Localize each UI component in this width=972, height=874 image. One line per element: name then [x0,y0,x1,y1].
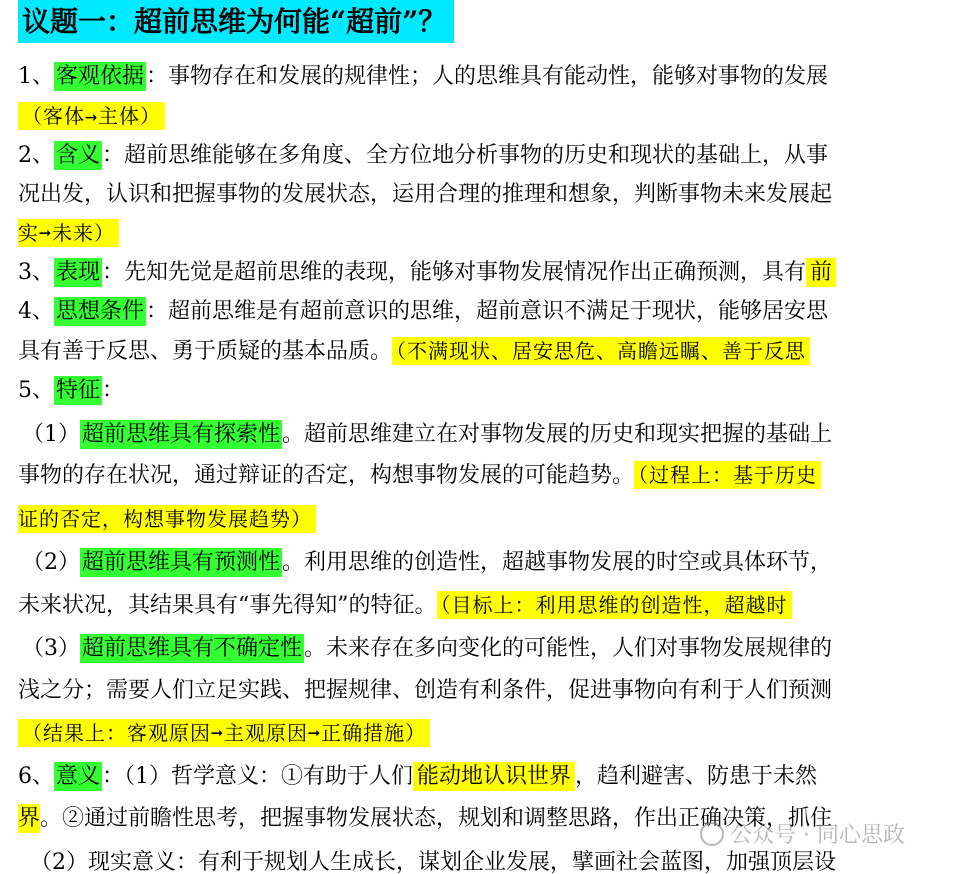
line-text: 。未来存在多向变化的可能性，人们对事物发展规律的 [304,636,833,661]
phrase-highlight: 能动地认识世界 [413,762,575,791]
line-features [18,374,124,410]
line-feature-1-note [18,502,316,538]
item-number: 6、 [18,764,54,789]
note-highlight: （目标上：利用思维的创造性，超越时 [437,591,792,619]
keyword-condition: 思想条件 [56,299,145,324]
keyword-meaning: 含义 [56,143,101,168]
item-number: 4、 [18,299,54,324]
line-text: 具有善于反思、勇于质疑的基本品质。 [18,339,393,364]
line-text: ：（1）哲学意义：①有助于人们 [102,764,414,789]
line-significance [18,760,817,796]
line-text: ：事物存在和发展的规律性；人的思维具有能动性，能够对事物的发展 [146,64,829,89]
line-condition-cont [18,334,810,370]
wechat-icon [700,822,724,846]
line-feature-1-cont [18,458,821,494]
watermark-text: 公众号 · 同心思政 [730,823,905,848]
tail-highlight: 前 [806,258,836,287]
line-text: 浅之分；需要人们立足实践、把握规律、创造有利条件，促进事物向有利于人们预测 [18,678,833,703]
line-text: ：超前思维能够在多角度、全方位地分析事物的历史和现状的基础上，从事 [102,143,829,168]
line-text: 。超前思维建立在对事物发展的历史和现实把握的基础上 [282,422,833,447]
keyword-exploratory: 超前思维具有探索性 [82,422,281,447]
line-feature-2 [22,546,832,582]
keyword-features: 特征 [56,378,101,403]
line-text: 未来状况，其结果具有“事先得知”的特征。 [18,593,437,618]
line-text: ：先知先觉是超前思维的表现，能够对事物发展情况作出正确预测，具有 [102,260,807,285]
keyword-uncertain: 超前思维具有不确定性 [82,636,303,661]
line-meaning [18,139,828,175]
line-text: 。利用思维的创造性，超越事物发展的时空或具体环节， [282,550,833,575]
watermark [700,818,905,849]
note-highlight: 实➞未来） [18,219,119,247]
line-text: （2）现实意义：有利于规划人生成长，谋划企业发展，擘画社会蓝图，加强顶层设 [30,850,836,874]
line-feature-3 [22,632,832,668]
note-highlight: （过程上：基于历史 [634,461,821,489]
line-text: 。②通过前瞻性思考，把握事物发展状态，规划和调整思路，作出正确决策，抓住 [40,806,833,831]
line-performance [18,256,836,292]
line-text: ，趋利避害、防患于未然 [575,764,818,789]
note-highlight: （不满现状、居安思危、高瞻远瞩、善于反思 [392,337,810,365]
line-feature-3-cont [18,674,832,710]
item-number: （1） [22,422,80,447]
note-highlight: （结果上：客观原因➞主观原因➞正确措施） [18,719,430,747]
head-highlight: 界 [18,806,41,831]
keyword-performance: 表现 [56,260,101,285]
note-highlight: （客体→主体） [18,102,165,130]
item-number: （2） [22,550,80,575]
line-text: 况出发，认识和把握事物的发展状态，运用合理的推理和想象，判断事物未来发展起 [18,182,833,207]
item-number: 5、 [18,378,54,403]
line-text: ：超前思维是有超前意识的思维，超前意识不满足于现状，能够居安思 [146,299,829,324]
item-number: 2、 [18,143,54,168]
item-number: （3） [22,636,80,661]
note-highlight: 证的否定，构想事物发展趋势） [18,505,316,533]
line-meaning-note [18,216,119,252]
keyword-predictive: 超前思维具有预测性 [82,550,281,575]
line-feature-1 [22,418,832,454]
line-basis [18,60,828,96]
line-basis-note [18,99,165,135]
keyword-significance: 意义 [56,764,101,789]
line-text: 事物的存在状况，通过辩证的否定，构想事物发展的可能趋势。 [18,463,635,488]
line-practical [30,846,836,874]
item-number: 1、 [18,64,54,89]
line-condition [18,295,828,331]
line-text: ： [102,378,125,403]
item-number: 3、 [18,260,54,285]
line-feature-3-note [18,716,430,752]
page-title: 议题一：超前思维为何能“超前”？ [18,0,454,43]
line-meaning-cont [18,178,832,214]
line-feature-2-cont [18,588,792,624]
keyword-basis: 客观依据 [56,64,145,89]
